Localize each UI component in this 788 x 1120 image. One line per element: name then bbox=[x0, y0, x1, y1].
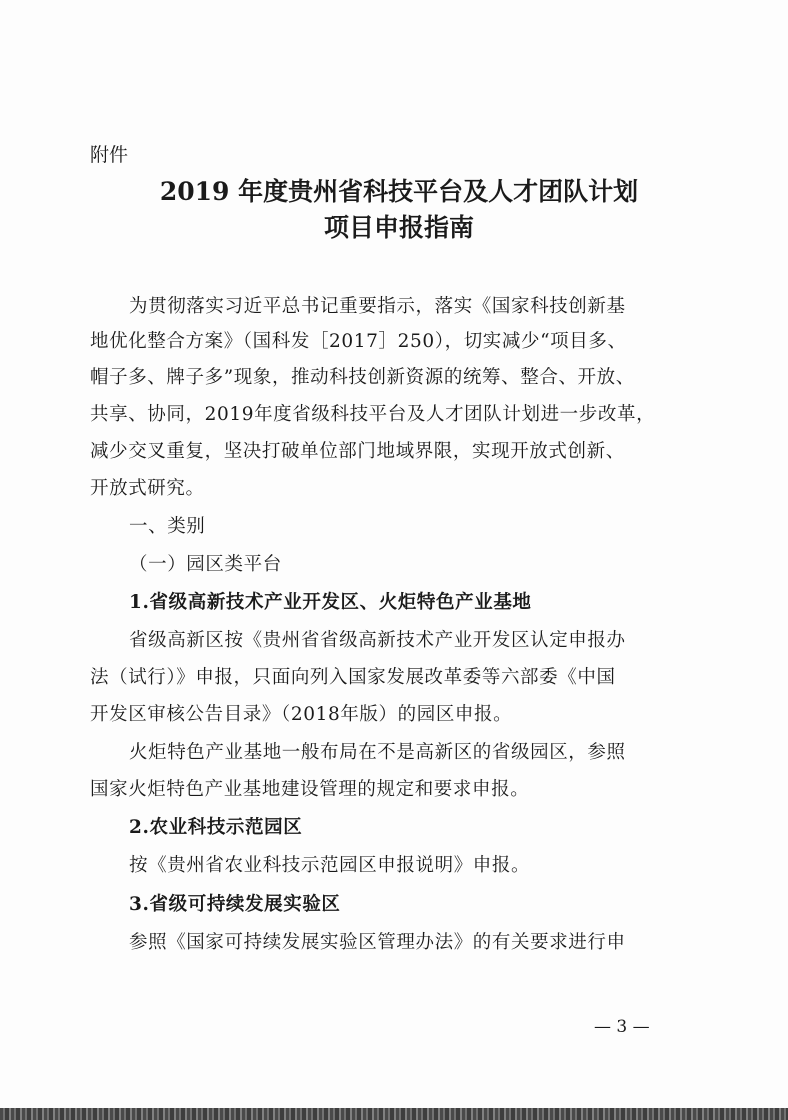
item-3-heading: 3.省级可持续发展实验区 bbox=[129, 894, 341, 915]
intro-line-1: 为贯彻落实习近平总书记重要指示，落实《国家科技创新基 bbox=[129, 296, 626, 317]
intro-line-2: 地优化整合方案》（国科发［2017］250），切实减少“项目多、 bbox=[90, 331, 627, 352]
item-1-para-2-line-1: 火炬特色产业基地一般布局在不是高新区的省级园区，参照 bbox=[129, 742, 626, 763]
attachment-label: 附件 bbox=[90, 144, 129, 166]
page-number: — 3 — bbox=[594, 1017, 650, 1037]
item-3-para-line-1: 参照《国家可持续发展实验区管理办法》的有关要求进行申 bbox=[129, 932, 626, 953]
item-2-para-line-1: 按《贵州省农业科技示范园区申报说明》申报。 bbox=[129, 855, 531, 876]
title-line-2: 项目申报指南 bbox=[323, 213, 474, 242]
item-1-para-1-line-1: 省级高新区按《贵州省省级高新技术产业开发区认定申报办 bbox=[129, 630, 626, 651]
item-1-para-1-line-2: 法（试行）》申报，只面向列入国家发展改革委等六部委《中国 bbox=[90, 667, 616, 688]
item-2-heading: 2.农业科技示范园区 bbox=[129, 817, 303, 838]
scan-bottom-edge bbox=[0, 1108, 788, 1120]
item-1-para-1-line-3: 开发区审核公告目录》（2018年版）的园区申报。 bbox=[90, 704, 513, 725]
intro-line-5: 减少交叉重复，坚决打破单位部门地域界限，实现开放式创新、 bbox=[90, 441, 625, 462]
item-1-para-2-line-2: 国家火炬特色产业基地建设管理的规定和要求申报。 bbox=[90, 779, 530, 800]
intro-line-6: 开放式研究。 bbox=[90, 478, 205, 499]
section-heading-category: 一、类别 bbox=[129, 516, 206, 537]
title-line-1: 2019 年度贵州省科技平台及人才团队计划 bbox=[159, 177, 639, 206]
subsection-heading-park-platforms: （一）园区类平台 bbox=[129, 554, 282, 575]
intro-line-4: 共享、协同，2019年度省级科技平台及人才团队计划进一步改革， bbox=[90, 404, 656, 425]
item-1-heading: 1.省级高新技术产业开发区、火炬特色产业基地 bbox=[129, 592, 532, 613]
intro-line-3: 帽子多、牌子多”现象，推动科技创新资源的统筹、整合、开放、 bbox=[90, 367, 635, 388]
